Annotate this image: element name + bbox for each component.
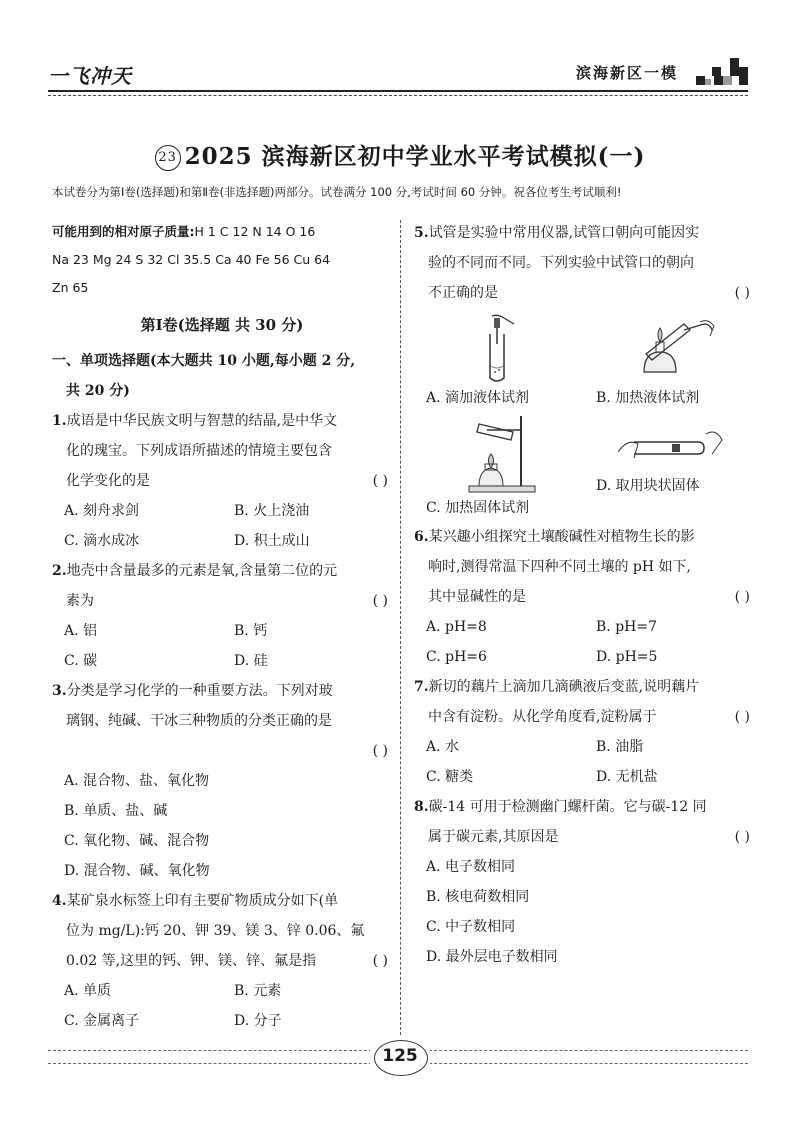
option-d[interactable]: D. 分子 [234, 1013, 282, 1029]
answer-bracket[interactable]: ( ) [372, 953, 388, 969]
figure-a-caption[interactable]: A. 滴加液体试剂 [426, 390, 530, 406]
exam-title-text: 2025 滨海新区初中学业水平考试模拟(一) [184, 143, 646, 170]
question-7 [414, 672, 754, 792]
exam-tag: 滨海新区一模 [575, 64, 678, 82]
question-text: 某兴趣小组探究土壤酸碱性对植物生长的影 [428, 529, 695, 545]
option-b[interactable]: B. 单质、盐、碱 [64, 803, 168, 819]
option-list [414, 612, 754, 672]
section-one-title [52, 346, 392, 406]
question-3 [52, 676, 392, 886]
question-text: 地壳中含量最多的元素是氧,含量第二位的元 [66, 563, 338, 579]
option-c[interactable]: C. 氧化物、碱、混合物 [64, 833, 210, 849]
section-one-title-line1: 一、单项选择题(本大题共 10 小题,每小题 2 分, [52, 353, 356, 369]
answer-bracket[interactable]: ( ) [372, 593, 388, 609]
option-a[interactable]: A. pH=8 [426, 619, 487, 635]
option-a[interactable]: A. 混合物、盐、氧化物 [64, 773, 210, 789]
atomic-masses [52, 218, 392, 302]
option-b[interactable]: B. 核电荷数相同 [426, 889, 530, 905]
exam-number-badge: 23 [155, 145, 181, 171]
figure-d-caption[interactable]: D. 取用块状固体 [596, 478, 700, 494]
option-d[interactable]: D. 最外层电子数相同 [426, 949, 558, 965]
question-text: 属于碳元素,其原因是 [428, 829, 559, 845]
figure-b [584, 312, 754, 412]
option-d[interactable]: D. pH=5 [596, 649, 658, 665]
question-number: 3. [52, 683, 67, 699]
dropper-test-tube-icon [454, 312, 544, 384]
question-text: 其中显碱性的是 [428, 589, 526, 605]
question-4 [52, 886, 392, 1036]
question-text: 化的瑰宝。下列成语所描述的情境主要包含 [66, 443, 332, 459]
option-b[interactable]: B. 火上浇油 [234, 503, 310, 519]
section-one-title-line2: 共 20 分) [66, 383, 130, 399]
option-c[interactable]: C. 滴水成冰 [64, 533, 140, 549]
option-a[interactable]: A. 刻舟求剑 [64, 503, 140, 519]
figure-c [414, 412, 584, 522]
option-c[interactable]: C. 中子数相同 [426, 919, 516, 935]
atomic-masses-label: 可能用到的相对原子质量: [52, 224, 195, 239]
heating-solid-icon [449, 412, 549, 494]
option-a[interactable]: A. 电子数相同 [426, 859, 516, 875]
question-number: 4. [52, 893, 67, 909]
question-number: 6. [414, 529, 429, 545]
question-text: 不正确的是 [428, 285, 498, 301]
question-5 [414, 218, 754, 522]
heating-liquid-icon [614, 312, 724, 384]
header-rule [48, 90, 748, 96]
option-d[interactable]: D. 无机盐 [596, 769, 658, 785]
option-c[interactable]: C. 糖类 [426, 769, 474, 785]
option-b[interactable]: B. 油脂 [596, 739, 644, 755]
question-6 [414, 522, 754, 672]
option-d[interactable]: D. 混合物、碱、氧化物 [64, 863, 210, 879]
question-text: 新切的藕片上滴加几滴碘液后变蓝,说明藕片 [428, 679, 700, 695]
answer-bracket[interactable]: ( ) [372, 473, 388, 489]
question-number: 8. [414, 799, 429, 815]
option-list [52, 976, 392, 1036]
question-text: 成语是中华民族文明与智慧的结晶,是中华文 [66, 413, 338, 429]
option-b[interactable]: B. 钙 [234, 623, 268, 639]
figure-b-caption[interactable]: B. 加热液体试剂 [596, 390, 700, 406]
answer-bracket[interactable]: ( ) [372, 743, 388, 759]
option-b[interactable]: B. 元素 [234, 983, 282, 999]
question-text: 璃钢、纯碱、干冰三种物质的分类正确的是 [66, 713, 332, 729]
right-column [414, 218, 754, 972]
option-a[interactable]: A. 水 [426, 739, 460, 755]
figure-d [584, 412, 754, 522]
exam-instructions: 本试卷分为第Ⅰ卷(选择题)和第Ⅱ卷(非选择题)两部分。试卷满分 100 分,考试时间 60 分钟。祝各位考生考试顺利! [52, 185, 622, 199]
question-text: 验的不同而不同。下列实验中试管口的朝向 [428, 255, 694, 271]
option-list [414, 732, 754, 792]
question-text: 0.02 等,这里的钙、钾、镁、锌、氟是指 [66, 953, 317, 969]
part-one-title: 第Ⅰ卷(选择题 共 30 分) [140, 316, 304, 334]
option-a[interactable]: A. 单质 [64, 983, 112, 999]
question-text: 化学变化的是 [66, 473, 150, 489]
page-header [48, 58, 748, 94]
brand-logo-text: 一飞冲天 [48, 64, 132, 88]
option-c[interactable]: C. 碳 [64, 653, 98, 669]
option-list [52, 496, 392, 556]
answer-bracket[interactable]: ( ) [734, 829, 750, 845]
column-divider [400, 220, 401, 1040]
question-8 [414, 792, 754, 972]
question-number: 5. [414, 225, 429, 241]
question-number: 1. [52, 413, 67, 429]
question-text: 试管是实验中常用仪器,试管口朝向可能因实 [428, 225, 700, 241]
solid-block-test-tube-icon [614, 412, 724, 472]
atomic-masses-line1: H 1 C 12 N 14 O 16 [194, 224, 316, 239]
exam-title [0, 138, 800, 171]
question-number: 2. [52, 563, 67, 579]
option-c[interactable]: C. 金属离子 [64, 1013, 140, 1029]
answer-bracket[interactable]: ( ) [734, 589, 750, 605]
question-text: 某矿泉水标签上印有主要矿物质成分如下(单 [66, 893, 339, 909]
option-b[interactable]: B. pH=7 [596, 619, 657, 635]
option-d[interactable]: D. 硅 [234, 653, 268, 669]
figure-a [414, 312, 584, 412]
answer-bracket[interactable]: ( ) [734, 285, 750, 301]
figure-grid [414, 312, 754, 522]
question-text: 响时,测得常温下四种不同土壤的 pH 如下, [428, 559, 691, 575]
page-number: 125 [370, 1036, 430, 1078]
question-text: 素为 [66, 593, 94, 609]
left-column [52, 218, 392, 1036]
option-list [52, 616, 392, 676]
question-text: 碳-14 可用于检测幽门螺杆菌。它与碳-12 同 [428, 799, 707, 815]
question-text: 位为 mg/L):钙 20、钾 39、镁 3、锌 0.06、氟 [66, 923, 365, 939]
question-2 [52, 556, 392, 676]
figure-c-caption[interactable]: C. 加热固体试剂 [426, 500, 530, 516]
option-list [414, 852, 754, 972]
question-text: 中含有淀粉。从化学角度看,淀粉属于 [428, 709, 657, 725]
question-text: 分类是学习化学的一种重要方法。下列对玻 [66, 683, 333, 699]
question-number: 7. [414, 679, 429, 695]
option-list [52, 766, 392, 886]
answer-bracket[interactable]: ( ) [734, 709, 750, 725]
question-1 [52, 406, 392, 556]
atomic-masses-line3: Zn 65 [52, 280, 89, 295]
option-c[interactable]: C. pH=6 [426, 649, 487, 665]
option-d[interactable]: D. 积土成山 [234, 533, 310, 549]
option-a[interactable]: A. 铝 [64, 623, 98, 639]
checker-pattern-icon [696, 58, 748, 88]
atomic-masses-line2: Na 23 Mg 24 S 32 Cl 35.5 Ca 40 Fe 56 Cu 64 [52, 252, 331, 267]
